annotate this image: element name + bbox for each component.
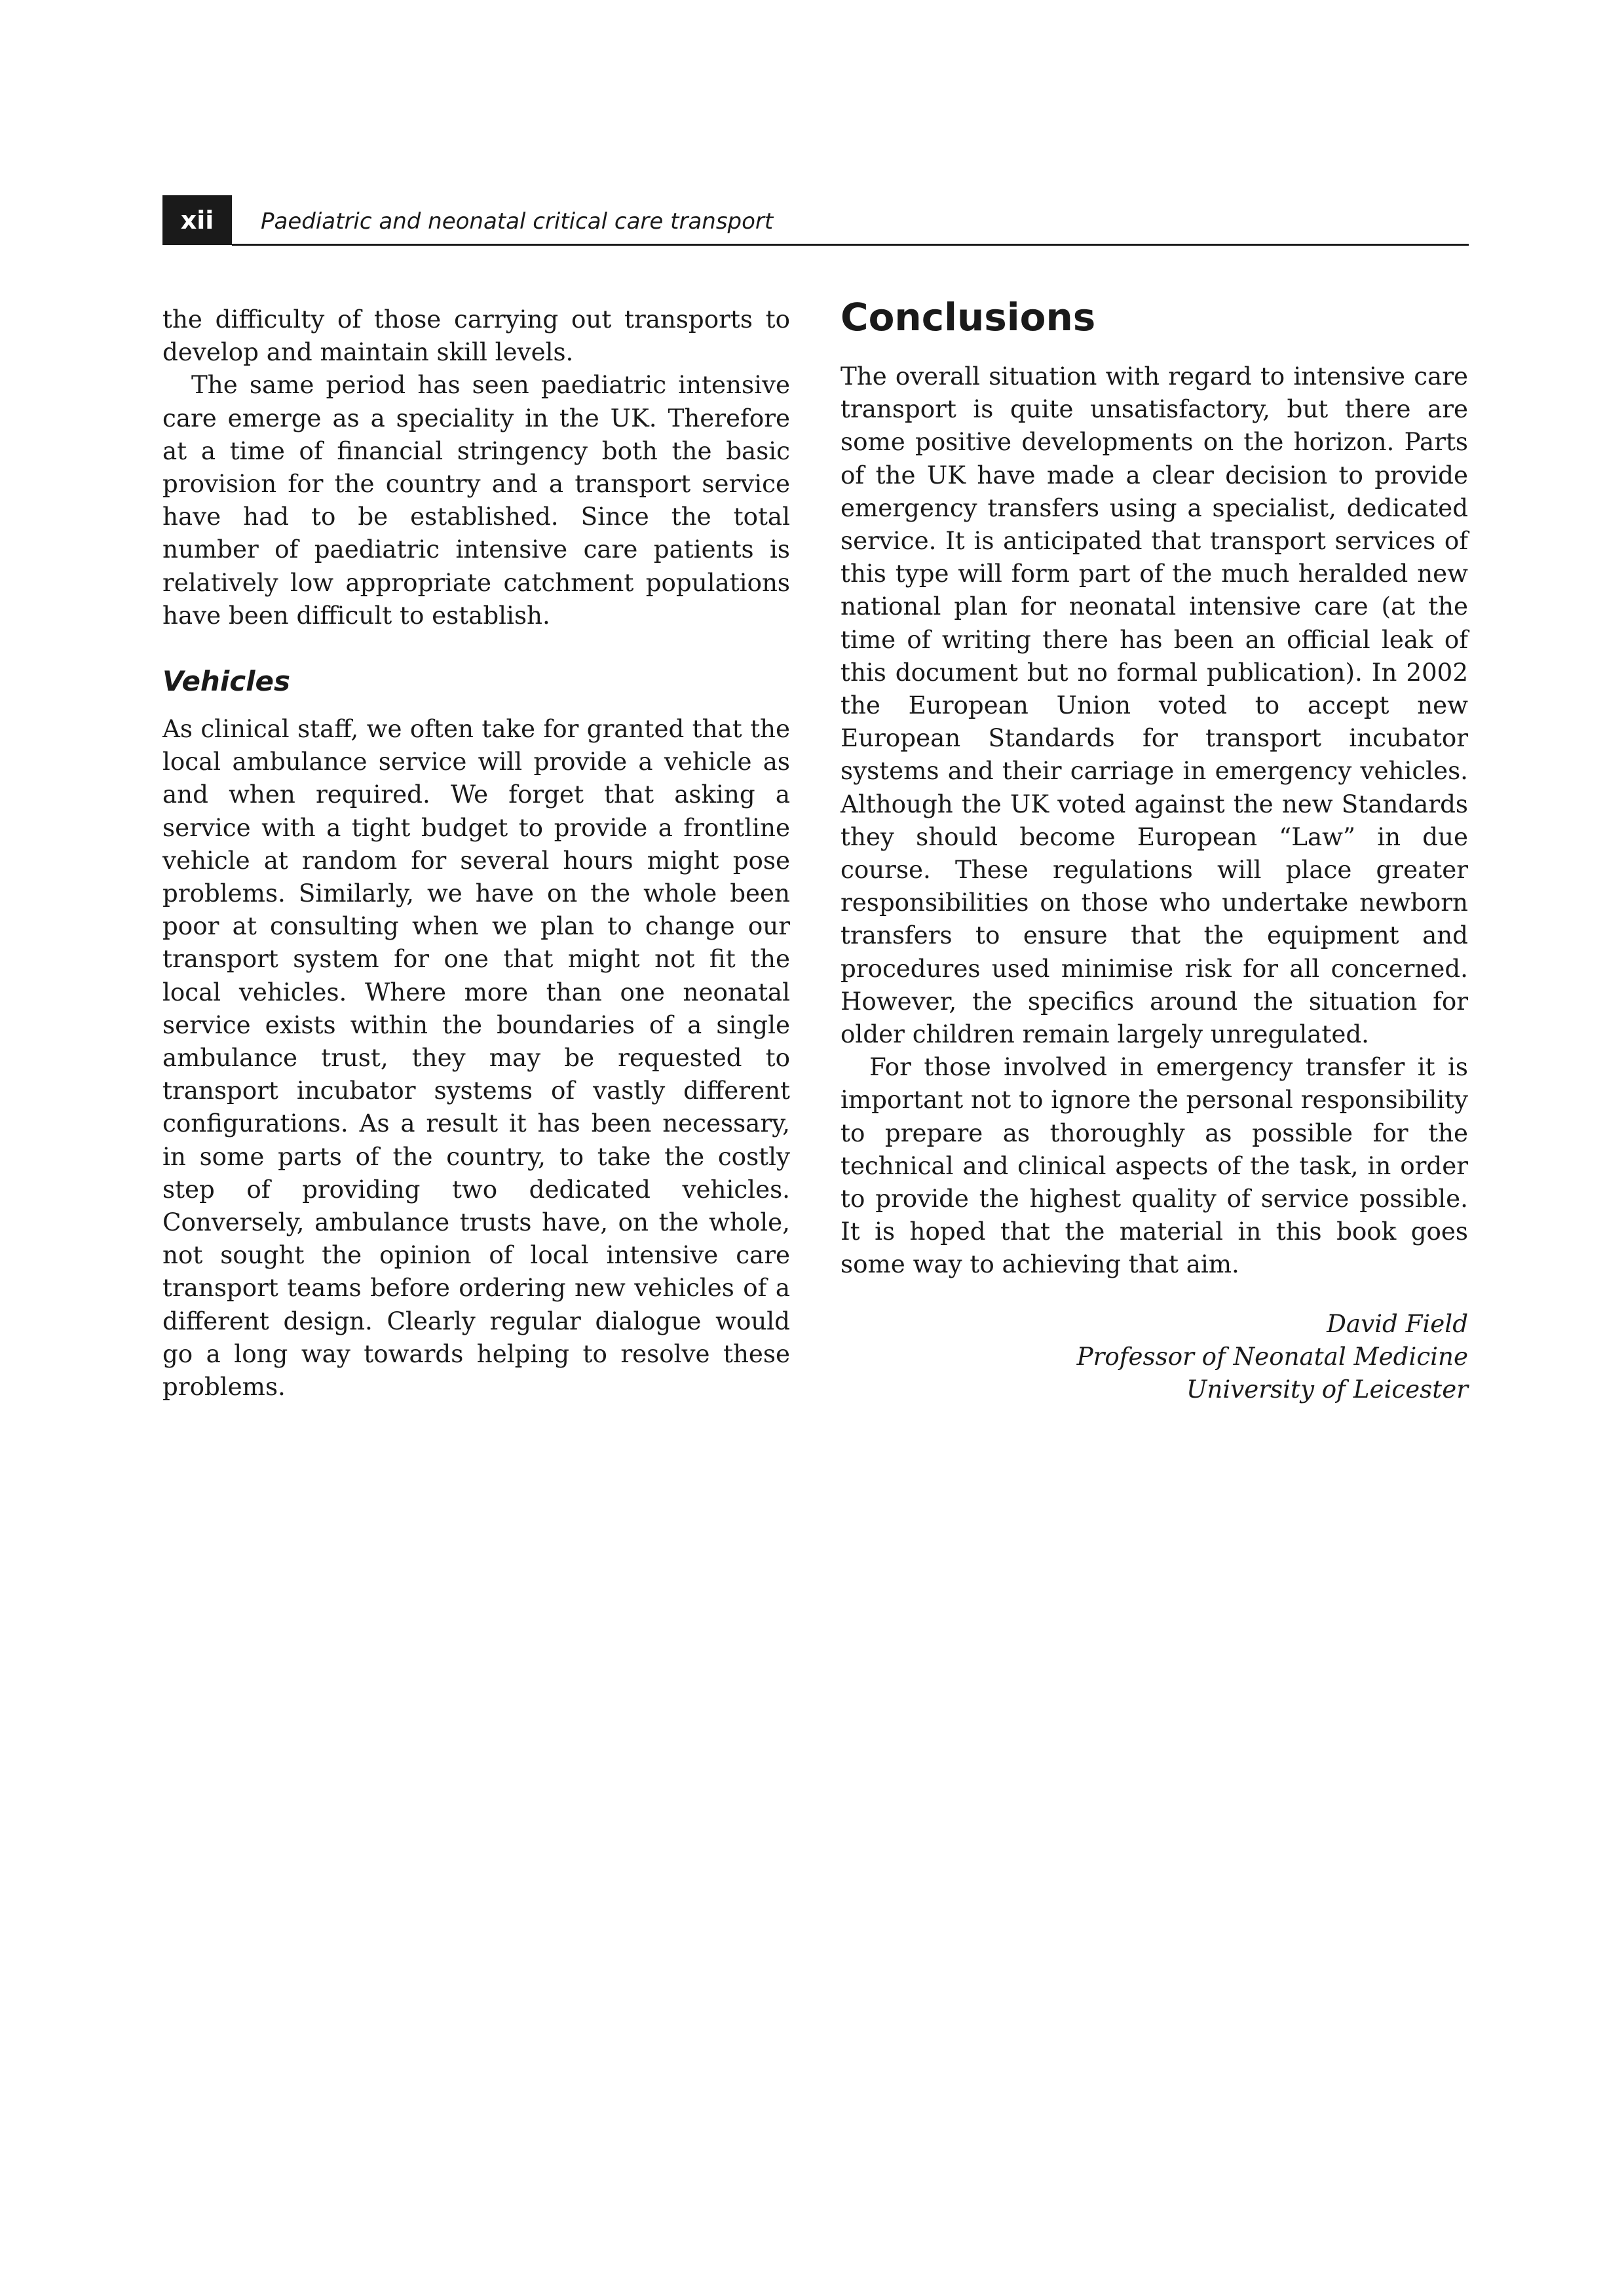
running-title: Paediatric and neonatal critical care transport [261,208,774,235]
left-paragraph-1: the difficulty of those carrying out transports to develop and maintain skill levels. [162,305,790,367]
conclusions-paragraph-2: For those involved in emergency transfer it is important not to ignore the personal responsibility to prepare as thoroughly as possible for the technical and clinical aspects of the task, in order to provide the highest quality of service possible. It is hoped that the material in this book goes some way to achieving that aim. [840,1052,1468,1279]
page-number: xii [162,195,232,245]
signature-block [840,1307,1468,1406]
right-column [840,295,1468,1406]
vehicles-heading: Vehicles [162,665,291,698]
conclusions-heading: Conclusions [840,295,1096,339]
vehicles-paragraph: As clinical staff, we often take for granted that the local ambulance service will provide a vehicle as and when required. We forget that asking a service with a tight budget to provide a frontline vehicle at random for several hours might pose problems. Similarly, we have on the whole been poor at consulting when we plan to change our transport system for one that might not fit the local vehicles. Where more than one neonatal service exists within the boundaries of a single ambulance trust, they may be requested to transport incubator systems of vastly different configurations. As a result it has been necessary, in some parts of the country, to take the costly step of providing two dedicated vehicles. Conversely, ambulance trusts have, on the whole, not sought the opinion of local intensive care transport teams before ordering new vehicles of a different design. Clearly regular dialogue would go a long way towards helping to resolve these problems. [162,714,790,1402]
conclusions-paragraph-1: The overall situation with regard to intensive care transport is quite unsatisfactory, but there are some positive developments on the horizon. Parts of the UK have made a clear decision to provide emergency transfers using a specialist, dedicated service. It is anticipated that transport services of this type will form part of the much heralded new national plan for neonatal intensive care (at the time of writing there has been an official leak of this document but no formal publication). In 2002 the European Union voted to accept new European Standards for transport incubator systems and their carriage in emergency vehicles. Although the UK voted against the new Standards they should become European “Law” in due course. These regulations will place greater responsibilities on those who undertake newborn transfers to ensure that the equipment and procedures used minimise risk for all concerned. However, the specifics around the situation for older children remain largely unregulated. [840,362,1468,1049]
signature-name: David Field [1327,1309,1468,1338]
signature-title: Professor of Neonatal Medicine [1076,1341,1468,1371]
left-paragraph-2: The same period has seen paediatric intensive care emerge as a speciality in the UK. Therefore at a time of financial stringency both the basic provision for the country and a transport service have had to be established. Since the total number of paediatric intensive care patients is relatively low appropriate catchment populations have been difficult to establish. [162,370,790,630]
header-rule [232,244,1469,246]
left-column [162,303,790,1403]
signature-institution: University of Leicester [1186,1375,1468,1404]
